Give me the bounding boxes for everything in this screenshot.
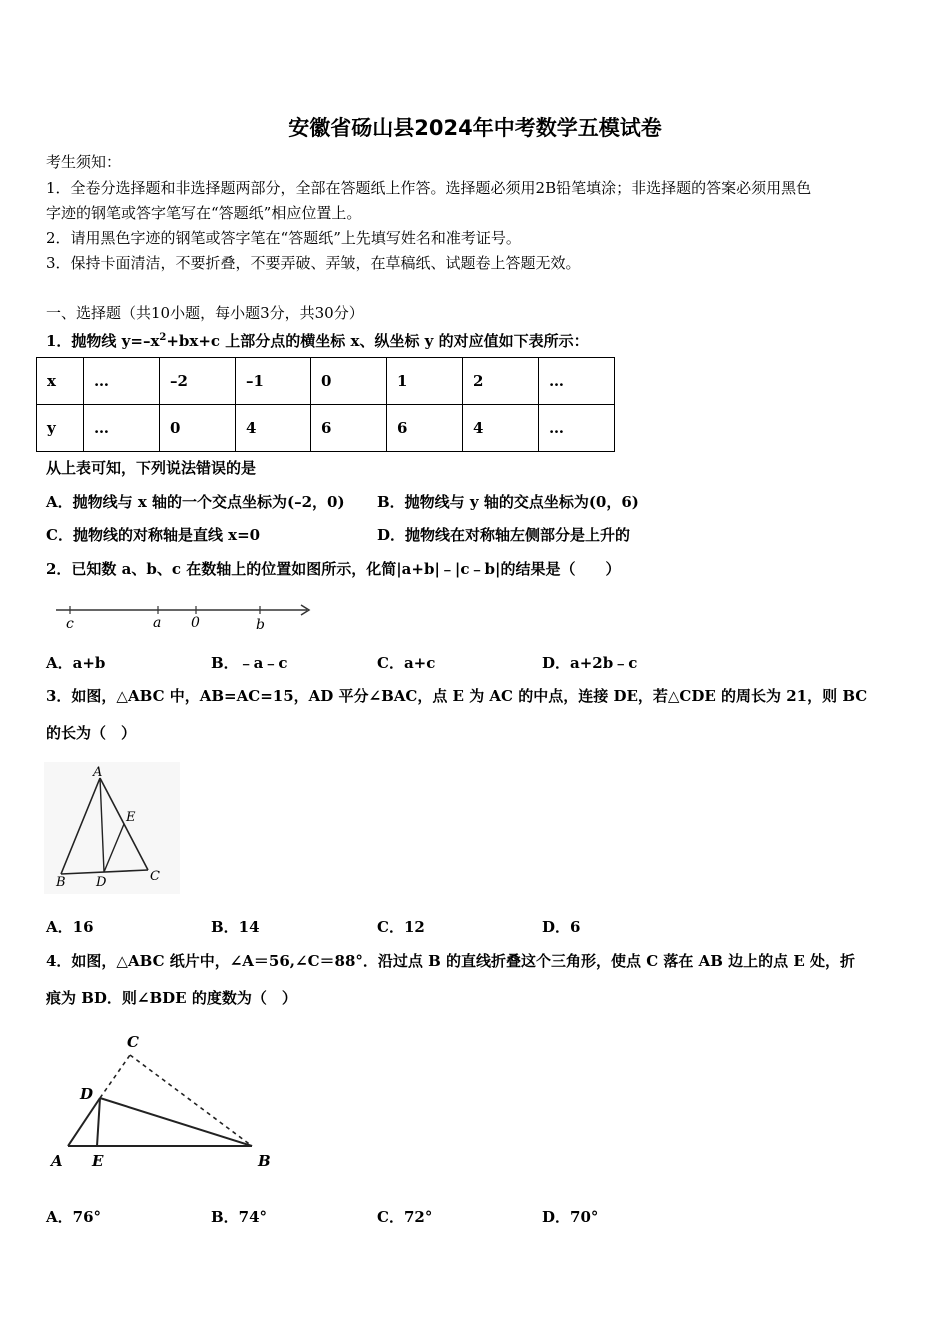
table-row bbox=[37, 405, 615, 452]
q3-option-a[interactable]: A．16 bbox=[46, 918, 94, 936]
table-cell: 6 bbox=[387, 405, 463, 452]
notice-heading: 考生须知： bbox=[46, 153, 122, 171]
table-cell: 4 bbox=[463, 405, 539, 452]
dashed-cb bbox=[130, 1055, 252, 1146]
vertex-label-d: D bbox=[80, 1085, 94, 1103]
label-b: b bbox=[256, 617, 265, 633]
vertex-label-c: C bbox=[127, 1033, 139, 1051]
label-a: a bbox=[153, 615, 162, 631]
q2-stem: 2．已知数 a、b、c 在数轴上的位置如图所示，化简|a+b|﹣|c﹣b|的结果是（ ） bbox=[46, 560, 621, 578]
q1-option-c[interactable]: C．抛物线的对称轴是直线 x=0 bbox=[46, 526, 261, 544]
segment-de bbox=[97, 1098, 100, 1146]
q4-option-b[interactable]: B．74° bbox=[211, 1208, 268, 1226]
table-cell: –2 bbox=[160, 358, 236, 405]
q4-option-a[interactable]: A．76° bbox=[46, 1208, 102, 1226]
q2-option-b[interactable]: B．﹣a﹣c bbox=[211, 654, 288, 672]
q4-fold-figure bbox=[44, 1028, 284, 1178]
vertex-label-b: B bbox=[56, 875, 66, 890]
vertex-label-a: A bbox=[93, 765, 103, 780]
q1-prompt: 从上表可知，下列说法错误的是 bbox=[46, 459, 257, 477]
q3-triangle-figure bbox=[44, 762, 180, 894]
q3-option-c[interactable]: C．12 bbox=[377, 918, 425, 936]
q4-option-c[interactable]: C．72° bbox=[377, 1208, 433, 1226]
q4-stem-line-1: 4．如图，△ABC 纸片中，∠A＝56,∠C＝88°．沿过点 B 的直线折叠这个三角形，使点 C 落在 AB 边上的点 E 处，折 bbox=[46, 952, 856, 970]
table-cell: 0 bbox=[311, 358, 387, 405]
table-cell: –1 bbox=[236, 358, 311, 405]
q2-option-a[interactable]: A．a+b bbox=[46, 654, 106, 672]
notice-item: 字迹的钢笔或答字笔写在“答题纸”相应位置上。 bbox=[46, 204, 362, 222]
table-cell: 6 bbox=[311, 405, 387, 452]
q2-number-line bbox=[52, 598, 317, 636]
q4-option-d[interactable]: D．70° bbox=[542, 1208, 599, 1226]
q3-option-d[interactable]: D．6 bbox=[542, 918, 581, 936]
label-c: c bbox=[66, 616, 74, 632]
q1-option-b[interactable]: B．抛物线与 y 轴的交点坐标为(0，6) bbox=[377, 493, 639, 511]
table-cell: 0 bbox=[160, 405, 236, 452]
table-cell: 4 bbox=[236, 405, 311, 452]
q3-stem-line-2: 的长为（ ） bbox=[46, 724, 137, 742]
q1-value-table bbox=[36, 357, 615, 452]
q3-option-b[interactable]: B．14 bbox=[211, 918, 260, 936]
section-heading: 一、选择题（共10小题，每小题3分，共30分） bbox=[46, 304, 364, 322]
table-cell: 1 bbox=[387, 358, 463, 405]
fold-line-bd bbox=[100, 1098, 252, 1146]
vertex-label-a: A bbox=[51, 1152, 63, 1170]
notice-item: 1．全卷分选择题和非选择题两部分，全部在答题纸上作答。选择题必须用2B铅笔填涂；非选择题的答案必须用黑色 bbox=[46, 179, 812, 197]
q4-stem-line-2: 痕为 BD．则∠BDE 的度数为（ ） bbox=[46, 989, 297, 1007]
label-zero: 0 bbox=[191, 615, 200, 631]
q3-stem-line-1: 3．如图，△ABC 中，AB=AC=15，AD 平分∠BAC，点 E 为 AC 的中点，连接 DE，若△CDE 的周长为 21，则 BC bbox=[46, 687, 868, 705]
table-cell: … bbox=[84, 358, 160, 405]
notice-item: 2．请用黑色字迹的钢笔或答字笔在“答题纸”上先填写姓名和准考证号。 bbox=[46, 229, 521, 247]
q1-option-d[interactable]: D．抛物线在对称轴左侧部分是上升的 bbox=[377, 526, 631, 544]
vertex-label-b: B bbox=[258, 1152, 271, 1170]
table-cell: … bbox=[84, 405, 160, 452]
table-cell: 2 bbox=[463, 358, 539, 405]
vertex-label-c: C bbox=[150, 869, 160, 884]
q2-option-c[interactable]: C．a+c bbox=[377, 654, 436, 672]
dashed-dc bbox=[100, 1055, 130, 1098]
vertex-label-e: E bbox=[92, 1152, 104, 1170]
vertex-label-d: D bbox=[96, 875, 107, 890]
page-title: 安徽省砀山县2024年中考数学五模试卷 bbox=[288, 116, 662, 140]
side-ad bbox=[68, 1098, 100, 1146]
notice-item: 3．保持卡面清洁，不要折叠，不要弄破、弄皱，在草稿纸、试题卷上答题无效。 bbox=[46, 254, 581, 272]
table-cell: y bbox=[37, 405, 84, 452]
vertex-label-e: E bbox=[126, 810, 136, 825]
q2-option-d[interactable]: D．a+2b﹣c bbox=[542, 654, 638, 672]
q1-option-a[interactable]: A．抛物线与 x 轴的一个交点坐标为(–2，0) bbox=[46, 493, 345, 511]
table-row bbox=[37, 358, 615, 405]
q1-stem: 1．抛物线 $y=-x^2+bx+c$ 上部分点的横坐标 x、纵坐标 y 的对应值如下表所示： bbox=[46, 332, 589, 350]
table-cell: x bbox=[37, 358, 84, 405]
table-cell: … bbox=[539, 405, 615, 452]
table-cell: … bbox=[539, 358, 615, 405]
